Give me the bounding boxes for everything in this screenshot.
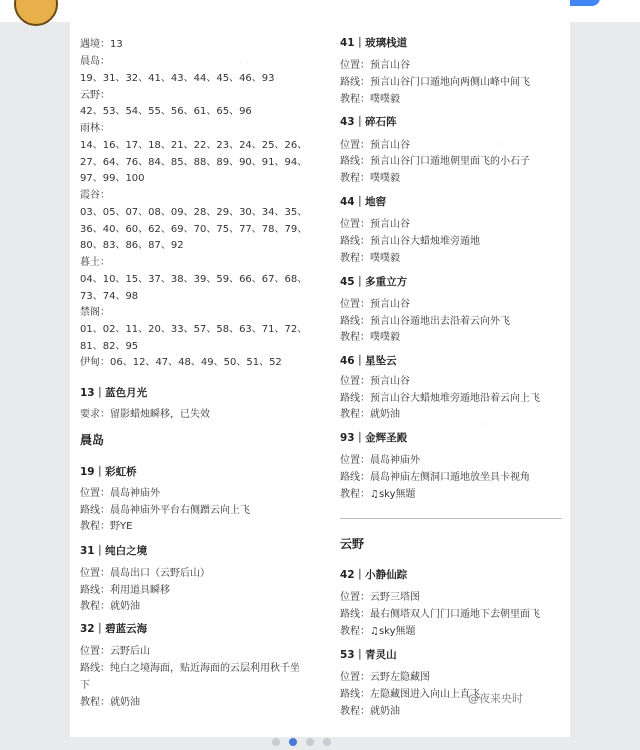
watermark: · · · <box>230 300 245 310</box>
watermark: · · · <box>490 140 505 150</box>
entry-tutorial: 教程：就奶油 <box>80 697 140 708</box>
prairie-values: 42、53、54、55、56、61、65、96 <box>80 106 252 117</box>
vault-values: 01、02、11、20、33、57、58、63、71、72、 <box>80 324 308 335</box>
wasteland-values: 04、10、15、37、38、39、59、66、67、68、 <box>80 274 308 285</box>
music-note-icon: ♫ <box>370 489 379 500</box>
document-page <box>70 0 570 737</box>
entry-title: 32｜碧蓝云海 <box>80 623 148 635</box>
entry-route: 路线：预言山谷大蜡烛堆旁遁地沿着云向上飞 <box>340 393 540 404</box>
vault-values: 81、82、95 <box>80 341 139 352</box>
morning-label: 晨岛： <box>80 56 110 67</box>
entry-route: 路线：左隐藏图进入向山上直飞 <box>340 689 480 700</box>
valley-values: 03、05、07、08、09、28、29、30、34、35、 <box>80 207 308 218</box>
entry-location: 位置：云野左隐藏图 <box>340 672 430 683</box>
entry-location: 位置：晨岛神庙外 <box>80 488 160 499</box>
entry-tutorial-author: sky無題 <box>378 489 416 500</box>
page-dot-active[interactable] <box>289 738 297 746</box>
entry-title: 44｜地窖 <box>340 196 387 208</box>
page-dot[interactable] <box>323 738 331 746</box>
entry-route: 路线：晨岛神庙左侧洞口遁地放坐具卡视角 <box>340 472 530 483</box>
watermark: · · · <box>480 420 495 430</box>
entry-title: 93｜金辉圣殿 <box>340 432 408 444</box>
vault-label: 禁阁： <box>80 307 110 318</box>
entry-tutorial: 教程：噗噗毅 <box>340 94 400 105</box>
valley-label: 霞谷： <box>80 190 110 201</box>
entry-title: 41｜玻璃栈道 <box>340 37 408 49</box>
entry-location: 位置：预言山谷 <box>340 219 410 230</box>
wasteland-label: 暮土： <box>80 257 110 268</box>
entry-title: 46｜星坠云 <box>340 355 397 367</box>
entry-title: 31｜纯白之境 <box>80 545 148 557</box>
valley-values: 36、40、60、62、69、70、75、77、78、79、 <box>80 224 308 235</box>
entry-tutorial: 教程：就奶油 <box>340 706 400 717</box>
forest-values: 27、64、76、84、85、88、89、90、91、94、 <box>80 157 308 168</box>
entry-requirement: 要求：留影蜡烛瞬移，已失效 <box>80 409 210 420</box>
section-divider <box>340 518 562 519</box>
entry-location: 位置：晨岛神庙外 <box>340 455 420 466</box>
entry-route: 路线：晨岛神庙外平台右侧蹭云向上飞 <box>80 505 250 516</box>
avatar[interactable] <box>14 0 58 26</box>
entry-route: 路线：预言山谷大蜡烛堆旁遁地 <box>340 236 480 247</box>
watermark: · · · <box>240 58 255 68</box>
entry-tutorial: 教程：噗噗毅 <box>340 253 400 264</box>
entry-title: 19｜彩虹桥 <box>80 466 137 478</box>
prairie-label: 云野： <box>80 90 110 101</box>
entry-tutorial <box>340 486 416 503</box>
music-note-icon: ♫ <box>370 626 379 637</box>
forest-label: 雨林： <box>80 123 110 134</box>
entry-route: 路线：预言山谷遁地出去沿着云向外飞 <box>340 316 510 327</box>
entry-tutorial-author: sky無題 <box>378 626 416 637</box>
section-title-morning: 晨岛 <box>80 433 105 447</box>
entry-title: 43｜碎石阵 <box>340 116 397 128</box>
page-dot[interactable] <box>272 738 280 746</box>
entry-tutorial: 教程：野YE <box>80 521 133 532</box>
entry-location: 位置：预言山谷 <box>340 299 410 310</box>
forest-values: 97、99、100 <box>80 173 145 184</box>
eden-line: 伊甸：06、12、47、48、49、50、51、52 <box>80 357 282 368</box>
entry-location: 位置：预言山谷 <box>340 376 410 387</box>
entry-tutorial: 教程：就奶油 <box>80 601 140 612</box>
entry-title: 53｜青灵山 <box>340 649 397 661</box>
section-title-prairie: 云野 <box>340 537 365 551</box>
entry-route: 路线：利用道具瞬移 <box>80 585 170 596</box>
entry-tutorial <box>340 623 416 640</box>
entry-tutorial: 教程：噗噗毅 <box>340 332 400 343</box>
forest-values: 14、16、17、18、21、22、23、24、25、26、 <box>80 140 308 151</box>
entry-tutorial: 教程：噗噗毅 <box>340 173 400 184</box>
entry-tutorial: 教程：就奶油 <box>340 409 400 420</box>
entry-route: 路线：纯白之境海面，贴近海面的云层利用秋千坐 <box>80 663 300 674</box>
page-dot[interactable] <box>306 738 314 746</box>
entry-tutorial-label: 教程： <box>340 626 370 637</box>
entry-location: 位置：预言山谷 <box>340 140 410 151</box>
entry-title: 45｜多重立方 <box>340 276 408 288</box>
valley-values: 80、83、86、87、92 <box>80 240 184 251</box>
page-indicator <box>272 731 340 750</box>
entry-location: 位置：云野后山 <box>80 646 150 657</box>
entry-title: 13｜蓝色月光 <box>80 387 148 399</box>
encounter-line: 遇境：13 <box>80 39 123 50</box>
entry-location: 位置：预言山谷 <box>340 60 410 71</box>
morning-values: 19、31、32、41、43、44、45、46、93 <box>80 73 275 84</box>
entry-location: 位置：晨岛出口（云野后山） <box>80 568 210 579</box>
entry-title: 42｜小静仙踪 <box>340 569 408 581</box>
entry-route: 路线：预言山谷门口遁地朝里面飞的小石子 <box>340 156 530 167</box>
entry-route: 路线：预言山谷门口遁地向两侧山峰中间飞 <box>340 77 530 88</box>
entry-route: 下 <box>80 680 90 691</box>
wasteland-values: 73、74、98 <box>80 291 139 302</box>
entry-route: 路线：最右侧塔双人门门口遁地下去朝里面飞 <box>340 609 540 620</box>
entry-location: 位置：云野三塔图 <box>340 592 420 603</box>
author-credit: @夜来央时 <box>468 692 523 705</box>
entry-tutorial-label: 教程： <box>340 489 370 500</box>
